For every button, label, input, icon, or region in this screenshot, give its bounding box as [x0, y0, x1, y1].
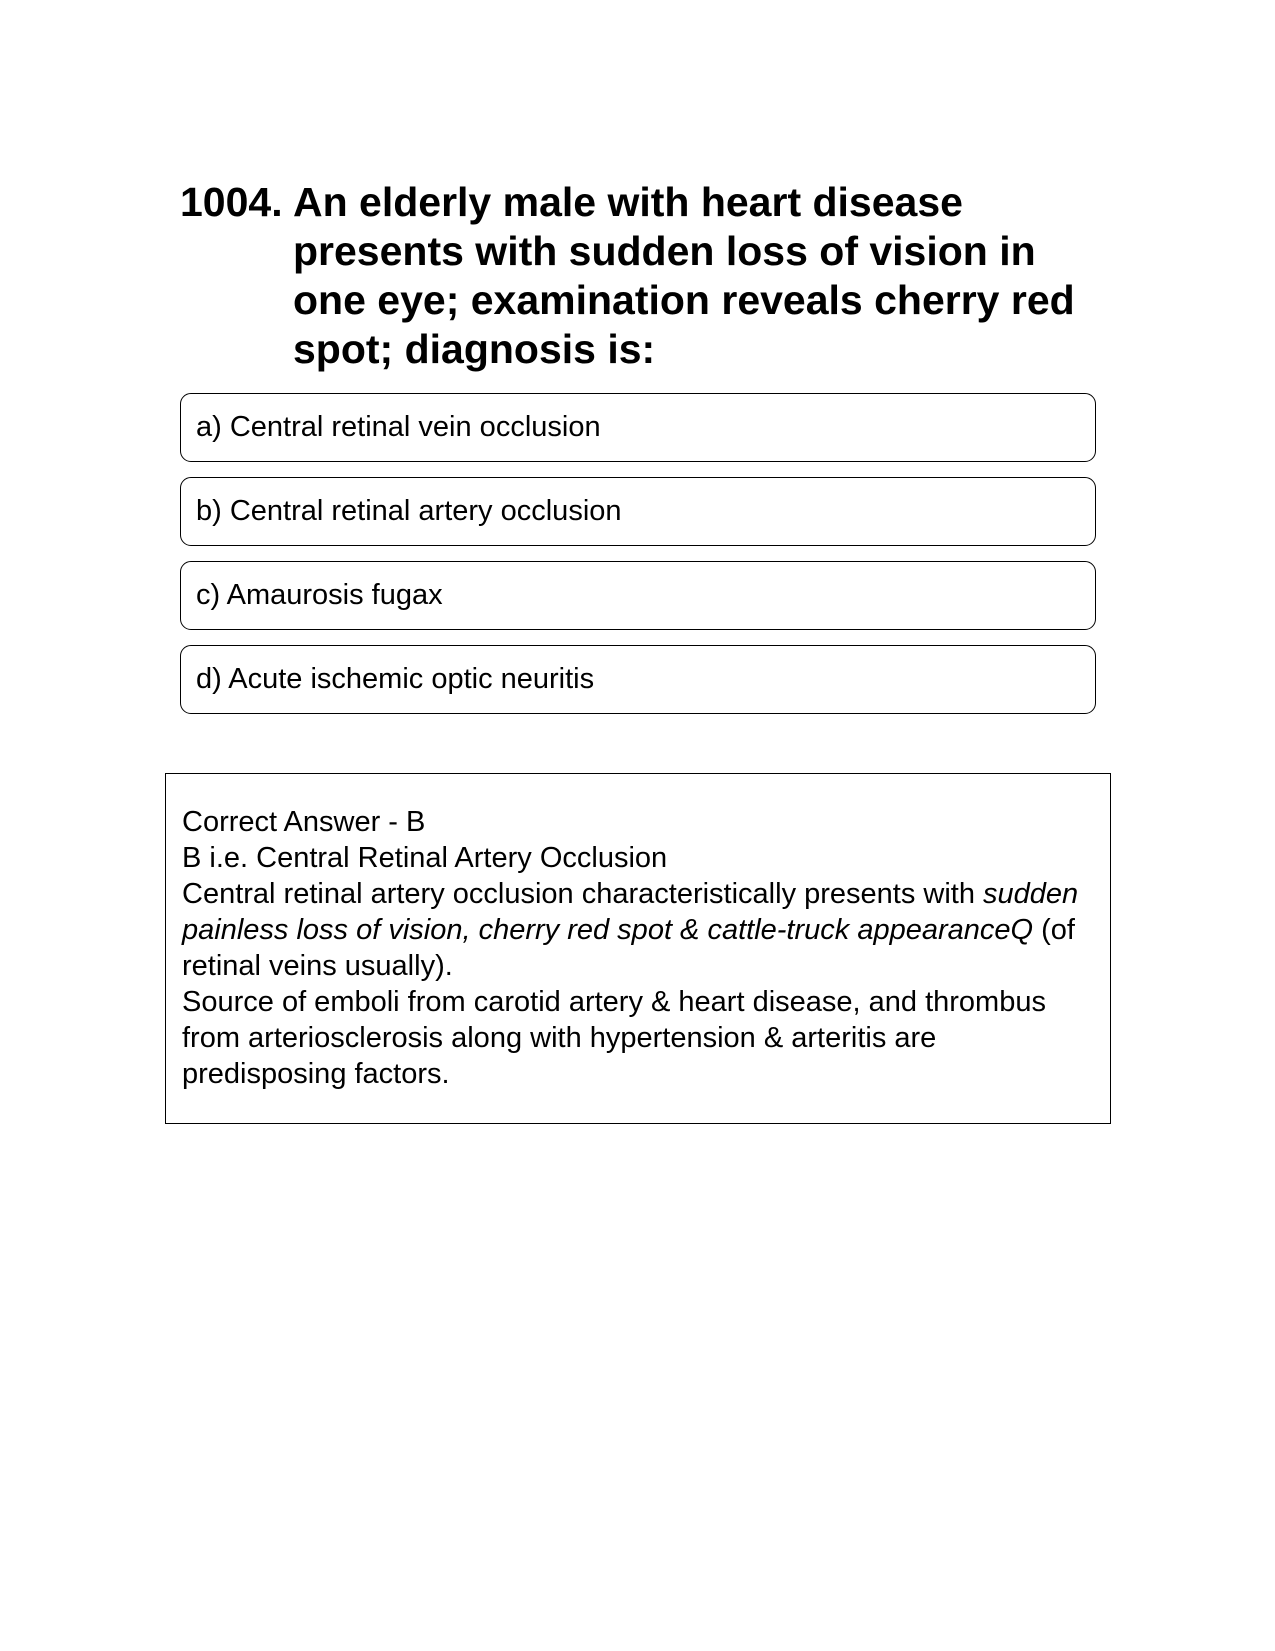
answer-ie: B i.e. Central Retinal Artery Occlusion [182, 842, 668, 874]
option-a[interactable]: a) Central retinal vein occlusion [180, 393, 1096, 462]
source-paragraph: Source of emboli from carotid artery & heart disease, and thrombus from arteriosclerosis along with hypertension & arteritis are predisposing factors. [182, 986, 1046, 1090]
explanation-italic: sudden painless loss of vision, cherry red spot & cattle-truck appearanceQ [182, 878, 1079, 946]
question-heading [180, 178, 1100, 374]
option-b[interactable]: b) Central retinal artery occlusion [180, 477, 1096, 546]
question-text: An elderly male with heart disease presents with sudden loss of vision in one eye; examination reveals cherry red spot; diagnosis is: [293, 179, 1075, 372]
options-list [180, 393, 1096, 729]
explanation-paragraph [182, 876, 1095, 984]
option-d[interactable]: d) Acute ischemic optic neuritis [180, 645, 1096, 714]
question-number: 1004. [180, 179, 283, 225]
explanation-start: Central retinal artery occlusion characteristically presents with [182, 878, 984, 910]
option-c[interactable]: c) Amaurosis fugax [180, 561, 1096, 630]
explanation-end: (of retinal veins usually). [182, 914, 1075, 982]
correct-answer: Correct Answer - B [182, 806, 426, 838]
answer-explanation-box [165, 773, 1111, 1124]
